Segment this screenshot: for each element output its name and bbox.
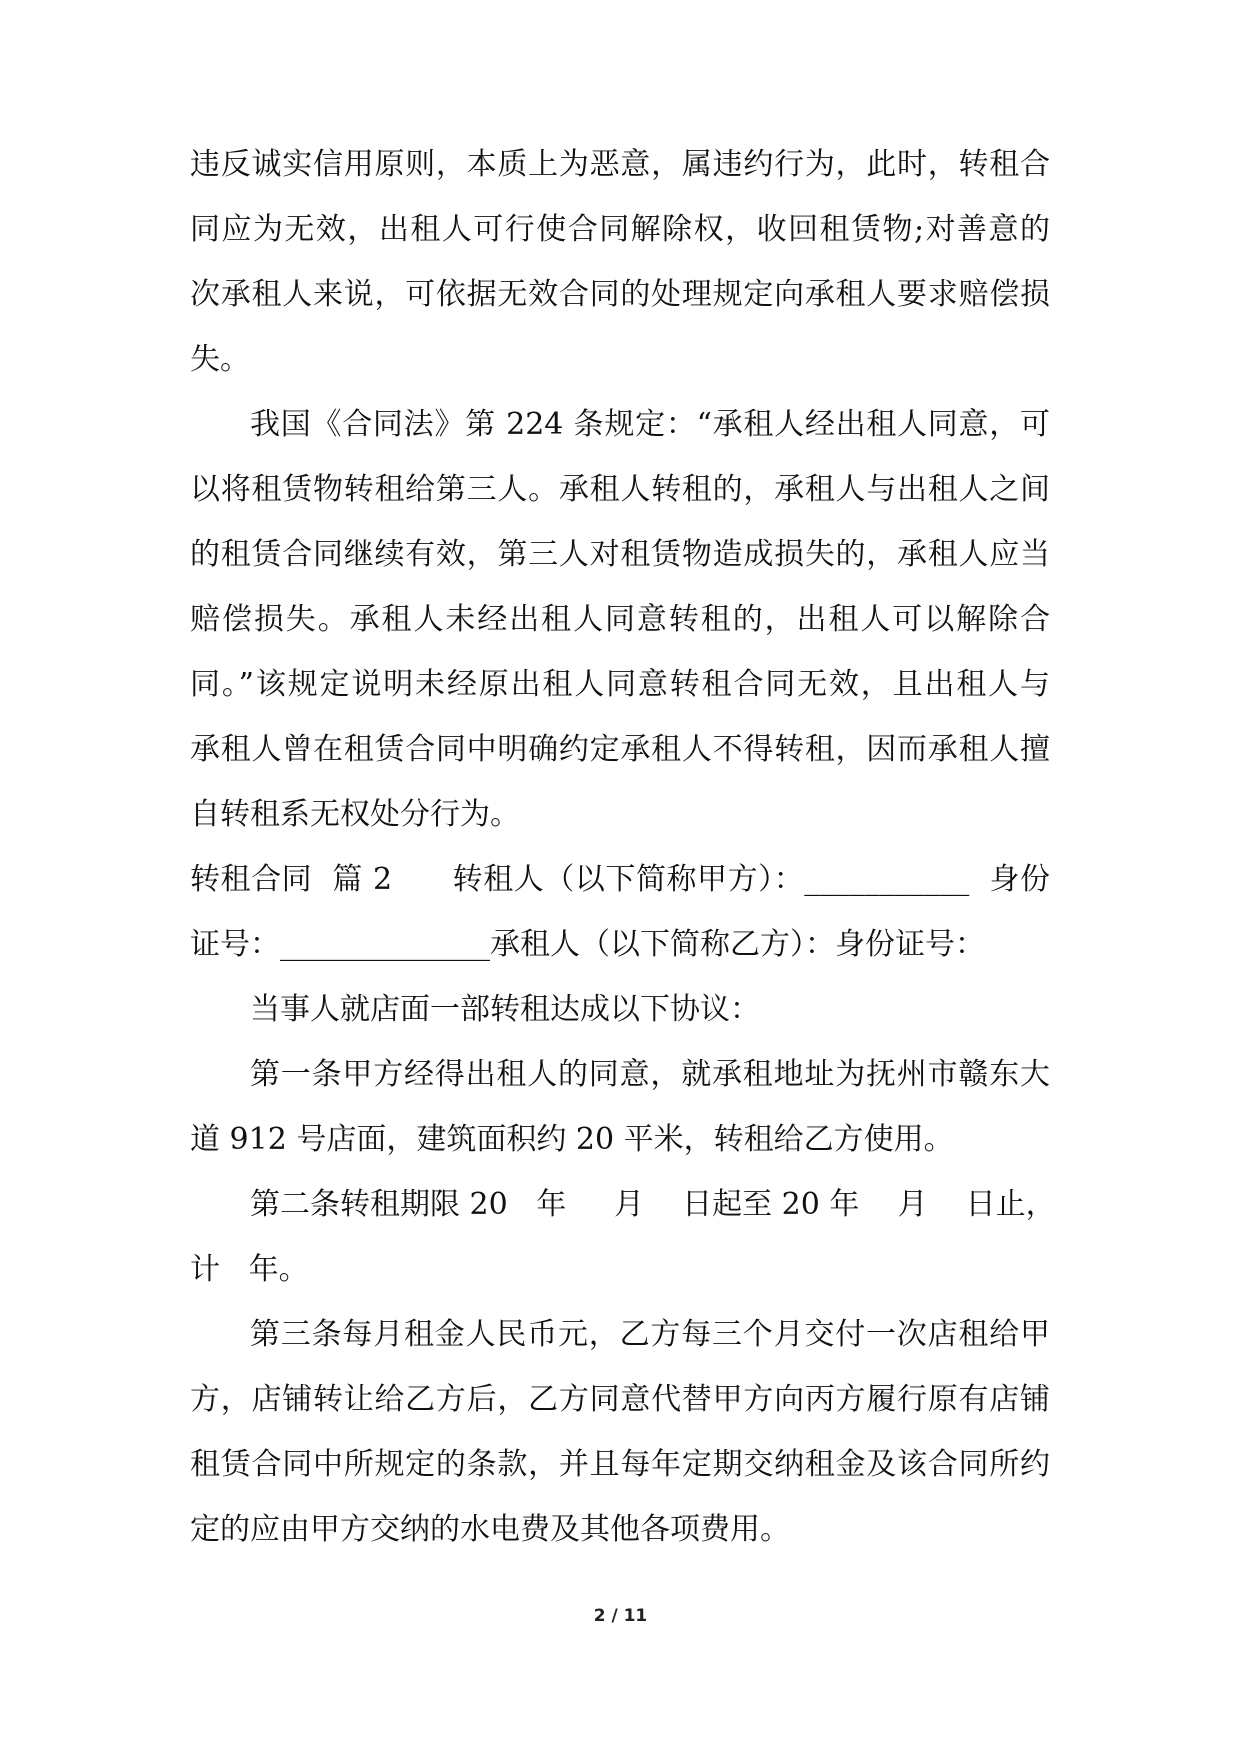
text-line: 计 年。 <box>190 1252 309 1287</box>
text-line: 道 912 号店面，建筑面积约 20 平米，转租给乙方使用。 <box>190 1122 954 1157</box>
article-1-line: 第一条甲方经得出租人的同意，就承租地址为抚州市赣东大 <box>250 1057 1050 1092</box>
text-line: 方，店铺转让给乙方后，乙方同意代替甲方向丙方履行原有店铺 <box>190 1382 1050 1417</box>
contract-heading-line: 转租合同 篇 2 转租人（以下简称甲方）：___________ 身份 <box>190 862 1050 897</box>
text-line: 证号：______________承租人（以下简称乙方）：身份证号： <box>190 927 985 962</box>
text-line: 违反诚实信用原则，本质上为恶意，属违约行为，此时，转租合 <box>190 147 1050 182</box>
article-3-line: 第三条每月租金人民币元，乙方每三个月交付一次店租给甲 <box>250 1317 1050 1352</box>
text-line: 的租赁合同继续有效，第三人对租赁物造成损失的，承租人应当 <box>190 537 1050 572</box>
text-line: 赔偿损失。承租人未经出租人同意转租的，出租人可以解除合 <box>190 602 1050 637</box>
text-line: 以将租赁物转租给第三人。承租人转租的，承租人与出租人之间 <box>190 472 1050 507</box>
text-line: 租赁合同中所规定的条款，并且每年定期交纳租金及该合同所约 <box>190 1447 1050 1482</box>
article-2-line: 第二条转租期限 20 年 月 日起至 20 年 月 日止， <box>250 1187 1056 1222</box>
text-line: 次承租人来说，可依据无效合同的处理规定向承租人要求赔偿损 <box>190 277 1050 312</box>
page-number: 2 / 11 <box>593 1606 648 1626</box>
paragraph-first-line: 我国《合同法》第 224 条规定：“承租人经出租人同意，可 <box>250 407 1050 442</box>
paragraph-first-line: 当事人就店面一部转租达成以下协议： <box>250 992 760 1027</box>
text-line: 失。 <box>190 342 250 377</box>
text-line: 定的应由甲方交纳的水电费及其他各项费用。 <box>190 1512 790 1547</box>
text-line: 同应为无效，出租人可行使合同解除权，收回租赁物;对善意的 <box>190 212 1050 247</box>
text-line: 同。”该规定说明未经原出租人同意转租合同无效，且出租人与 <box>190 667 1050 702</box>
text-line: 自转租系无权处分行为。 <box>190 797 520 832</box>
text-line: 承租人曾在租赁合同中明确约定承租人不得转租，因而承租人擅 <box>190 732 1050 767</box>
